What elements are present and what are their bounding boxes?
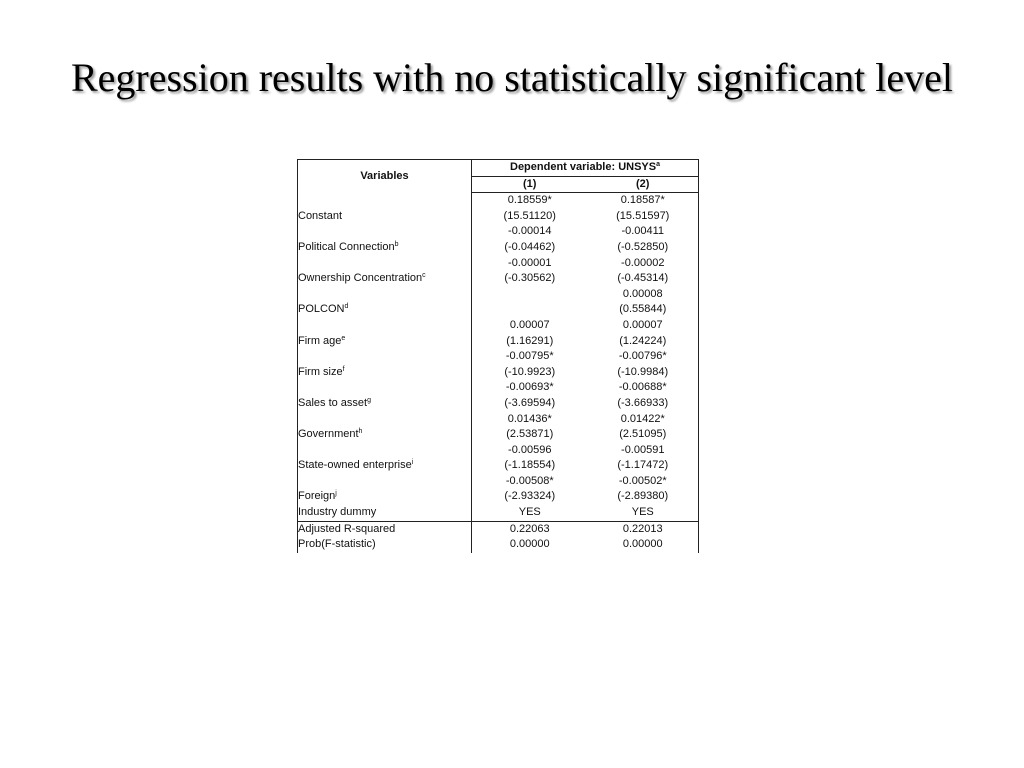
coefficient-cell: -0.00795* [505,350,554,363]
coefficient-cell [472,287,588,303]
industry-dummy-cell: YES [588,505,699,521]
t-stat-cell: (-2.93324) [504,490,556,503]
regression-table-container [297,159,698,553]
t-stat-cell [472,302,588,318]
coefficient-cell: 0.00007 [588,318,699,334]
table-row [298,521,699,537]
dependent-variable-header: Dependent variable: UNSYS$^a$ [472,160,699,177]
statistic-cell: 0.22063 [472,521,588,537]
variable-label: Firm age$^e$ [298,318,472,349]
variable-label: POLCON$^d$ [298,287,472,318]
coefficient-cell: 0.18587* [588,193,699,209]
statistic-label: Adjusted R-squared [298,521,472,537]
variable-label: Constant [298,193,472,225]
table-header [298,160,699,193]
table-row [298,412,699,428]
table-row [298,193,699,209]
variable-label: State-owned enterprise$^i$ [298,443,472,474]
variable-label: Foreign$^j$ [298,474,472,505]
statistic-cell: 0.00000 [509,538,550,551]
column-header-1: (1) [472,176,588,193]
t-stat-cell: (0.55844) [588,302,699,318]
t-stat-cell: (-0.52850) [588,240,699,256]
industry-dummy-cell: YES [518,506,541,519]
regression-table [297,159,699,553]
coefficient-cell: -0.00001 [508,256,552,269]
coefficient-cell: -0.00014 [508,225,552,238]
table-row [298,349,699,365]
table-row [298,443,699,459]
industry-dummy-label: Industry dummy [298,505,472,521]
t-stat-cell: (15.51120) [503,209,556,222]
t-stat-cell: (-0.45314) [588,271,699,287]
coefficient-cell: 0.01436* [507,412,552,425]
coefficient-cell: -0.00796* [588,349,699,365]
statistic-cell: 0.22013 [588,521,699,537]
table-row [298,505,699,521]
coefficient-cell: 0.18559* [507,194,552,207]
coefficient-cell: -0.00688* [588,380,699,396]
t-stat-cell: (-3.69594) [504,396,556,409]
variable-label: Ownership Concentration$^c$ [298,256,472,287]
table-row [298,318,699,334]
t-stat-cell: (-0.30562) [504,272,556,285]
variables-header: Variables [298,160,472,193]
table-row [298,380,699,396]
t-stat-cell: (-10.9923) [504,365,556,378]
table-row [298,224,699,240]
t-stat-cell: (-3.66933) [588,396,699,412]
table-row [298,287,699,303]
coefficient-cell: -0.00591 [588,443,699,459]
table-body [298,193,699,553]
t-stat-cell: (-10.9984) [588,365,699,381]
variable-label: Political Connection$^b$ [298,224,472,255]
coefficient-cell: 0.00008 [588,287,699,303]
t-stat-cell: (2.51095) [588,427,699,443]
t-stat-cell: (15.51597) [588,209,699,225]
coefficient-cell: -0.00002 [588,256,699,272]
t-stat-cell: (-1.18554) [504,459,556,472]
coefficient-cell: -0.00411 [588,224,699,240]
coefficient-cell: -0.00596 [508,443,552,456]
table-row [298,256,699,272]
coefficient-cell: -0.00693* [505,381,554,394]
slide-title: Regression results with no statistically significant level [70,55,954,100]
t-stat-cell: (1.16291) [506,334,554,347]
t-stat-cell: (2.53871) [506,428,554,441]
variable-label: Firm size$^f$ [298,349,472,380]
coefficient-cell: -0.00502* [588,474,699,490]
coefficient-cell: -0.00508* [505,474,554,487]
coefficient-cell: 0.01422* [588,412,699,428]
variable-label: Sales to asset$^g$ [298,380,472,411]
column-header-2: (2) [588,176,699,193]
t-stat-cell: (-0.04462) [504,240,556,253]
table-row [298,537,699,553]
statistic-label: Prob(F-statistic) [298,537,472,553]
t-stat-cell: (-1.17472) [588,458,699,474]
table-row [298,474,699,490]
t-stat-cell: (-2.89380) [588,489,699,505]
t-stat-cell: (1.24224) [588,334,699,350]
variable-label: Government$^h$ [298,412,472,443]
coefficient-cell: 0.00007 [509,318,550,331]
statistic-cell: 0.00000 [588,537,699,553]
